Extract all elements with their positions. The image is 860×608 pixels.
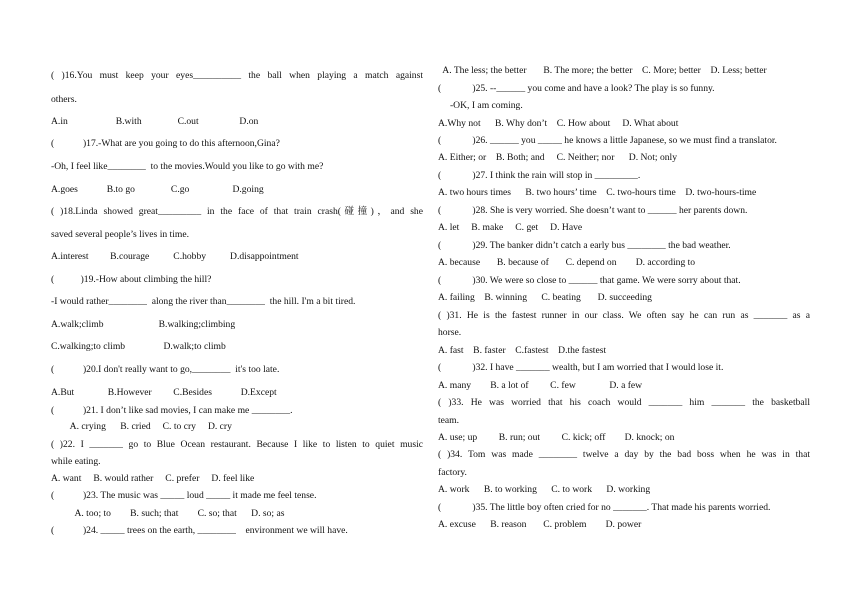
question-19-stem: ( )19.-How about climbing the hill?: [51, 274, 212, 285]
question-16-stem-cont: others.: [51, 94, 77, 105]
question-22-stem-cont: while eating.: [51, 456, 101, 467]
question-25-stem: ( )25. --______ you come and have a look? The play is so funny.: [438, 83, 715, 94]
question-30-stem: ( )30. We were so close to ______ that game. We were sorry about that.: [438, 275, 741, 286]
question-23-stem: ( )23. The music was _____ loud _____ it made me feel tense.: [51, 490, 317, 501]
question-31-stem: ( )31. He is the fastest runner in our class. We often say he can run as _______ as a: [438, 310, 810, 321]
question-33-stem: ( )33. He was worried that his coach would _______ him _______ the basketball: [438, 397, 810, 408]
question-34-stem-cont: factory.: [438, 467, 467, 478]
question-18-stem: ( )18.Linda showed great_________ in the face of that train crash(碰撞)，and she: [51, 206, 423, 217]
question-28-stem: ( )28. She is very worried. She doesn’t want to ______ her parents down.: [438, 205, 748, 216]
question-32-stem: ( )32. I have _______ wealth, but I am worried that I would lose it.: [438, 362, 724, 373]
question-20-options: A.But B.However C.Besides D.Except: [51, 387, 277, 398]
question-35-stem: ( )35. The little boy often cried for no _______. That made his parents worried.: [438, 502, 771, 513]
question-26-stem: ( )26. ______ you _____ he knows a little Japanese, so we must find a translator.: [438, 135, 777, 146]
question-25-options: A.Why not B. Why don’t C. How about D. What about: [438, 118, 679, 129]
question-26-options: A. Either; or B. Both; and C. Neither; nor D. Not; only: [438, 152, 678, 163]
question-21-options: A. crying B. cried C. to cry D. cry: [51, 421, 232, 432]
question-33-stem-cont: team.: [438, 415, 460, 426]
question-29-options: A. because B. because of C. depend on D. according to: [438, 257, 696, 268]
question-19-options-cd: C.walking;to climb D.walk;to climb: [51, 341, 226, 352]
question-22-stem: ( )22. I _______ go to Blue Ocean restaurant. Because I like to listen to quiet music: [51, 439, 423, 450]
question-17-stem: ( )17.-What are you going to do this afternoon,Gina?: [51, 138, 280, 149]
question-34-stem: ( )34. Tom was made ________ twelve a day by the bad boss when he was in that: [438, 449, 810, 460]
question-29-stem: ( )29. The banker didn’t catch a early bus ________ the bad weather.: [438, 240, 731, 251]
question-18-stem-cont: saved several people’s lives in time.: [51, 229, 190, 240]
question-31-options: A. fast B. faster C.fastest D.the fastest: [438, 345, 607, 356]
question-34-options: A. work B. to working C. to work D. working: [438, 484, 651, 495]
question-16-options: A.in B.with C.out D.on: [51, 116, 259, 127]
question-16-stem: ( )16.You must keep your eyes__________ the ball when playing a match against: [51, 70, 423, 81]
question-20-stem: ( )20.I don't really want to go,________ it's too late.: [51, 364, 280, 375]
question-18-options: A.interest B.courage C.hobby D.disappointment: [51, 251, 299, 262]
question-24-options: A. The less; the better B. The more; the better C. More; better D. Less; better: [438, 65, 767, 76]
question-35-options: A. excuse B. reason C. problem D. power: [438, 519, 642, 530]
question-32-options: A. many B. a lot of C. few D. a few: [438, 380, 643, 391]
question-31-stem-cont: horse.: [438, 327, 462, 338]
question-23-options: A. too; to B. such; that C. so; that D. so; as: [51, 508, 285, 519]
question-25-stem-cont: -OK, I am coming.: [438, 100, 523, 111]
question-27-stem: ( )27. I think the rain will stop in _________.: [438, 170, 641, 181]
question-30-options: A. failing B. winning C. beating D. succeeding: [438, 292, 652, 303]
question-33-options: A. use; up B. run; out C. kick; off D. knock; on: [438, 432, 675, 443]
question-19-options-ab: A.walk;climb B.walking;climbing: [51, 319, 236, 330]
question-17-options: A.goes B.to go C.go D.going: [51, 184, 264, 195]
question-17-stem-cont: -Oh, I feel like________ to the movies.Would you like to go with me?: [51, 161, 324, 172]
question-27-options: A. two hours times B. two hours’ time C. two-hours time D. two-hours-time: [438, 187, 757, 198]
question-22-options: A. want B. would rather C. prefer D. feel like: [51, 473, 255, 484]
question-19-stem-cont: -I would rather________ along the river than________ the hill. I'm a bit tired.: [51, 296, 356, 307]
question-28-options: A. let B. make C. get D. Have: [438, 222, 583, 233]
question-21-stem: ( )21. I don’t like sad movies, I can make me ________.: [51, 405, 293, 416]
question-24-stem: ( )24. _____ trees on the earth, ________ environment we will have.: [51, 525, 348, 536]
